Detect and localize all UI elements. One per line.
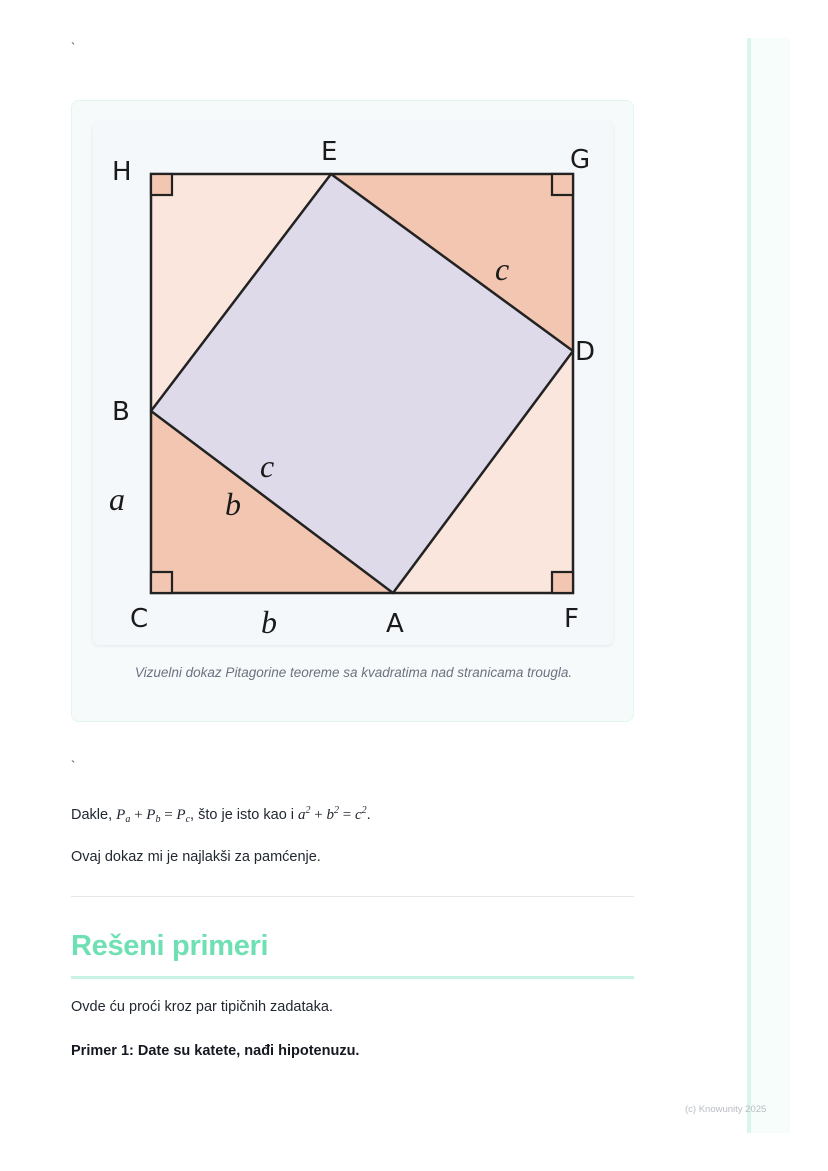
section-underline — [71, 976, 634, 979]
vertex-h: H — [112, 157, 132, 187]
figure-container — [71, 100, 634, 722]
horizontal-divider — [71, 896, 634, 897]
vertex-a: A — [386, 609, 404, 639]
vertex-d: D — [575, 337, 596, 367]
vertex-c: C — [130, 604, 149, 634]
vertex-g: G — [570, 145, 591, 175]
stray-backtick-top: ` — [71, 40, 76, 55]
paragraph-section-intro: Ovde ću proći kroz par tipičnih zadataka. — [71, 999, 333, 1015]
pythagoras-proof-svg — [93, 122, 613, 645]
example-1-heading: Primer 1: Date su katete, nađi hipotenuzu. — [71, 1043, 360, 1059]
paragraph-conclusion: Dakle, $P_a + P_b = P_c$, što je isto kao i $a^2 + b^2 = c^2$. — [71, 805, 371, 825]
copyright-footer: (c) Knowunity 2025 — [685, 1104, 767, 1115]
sidebar-edge-line — [747, 38, 751, 1133]
right-angle-h — [151, 174, 172, 195]
figure-caption: Vizuelni dokaz Pitagorine teoreme sa kvadratima nad stranicama trougla. — [134, 665, 573, 680]
label-a-left: a — [109, 481, 125, 517]
label-b-hyp: b — [225, 486, 241, 522]
right-sidebar-strip — [747, 38, 790, 1133]
stray-backtick-middle: ` — [71, 758, 76, 773]
right-angle-g — [552, 174, 573, 195]
pythagoras-diagram — [93, 122, 613, 645]
vertex-e: E — [321, 137, 338, 167]
label-b-bottom: b — [261, 604, 277, 640]
vertex-b: B — [112, 397, 130, 427]
label-c-top: c — [495, 251, 510, 287]
right-angle-f — [552, 572, 573, 593]
vertex-f: F — [564, 604, 579, 634]
label-c-mid: c — [260, 448, 275, 484]
right-angle-c — [151, 572, 172, 593]
paragraph-easiest-proof: Ovaj dokaz mi je najlakši za pamćenje. — [71, 849, 321, 865]
section-title-solved-examples: Rešeni primeri — [71, 930, 269, 962]
